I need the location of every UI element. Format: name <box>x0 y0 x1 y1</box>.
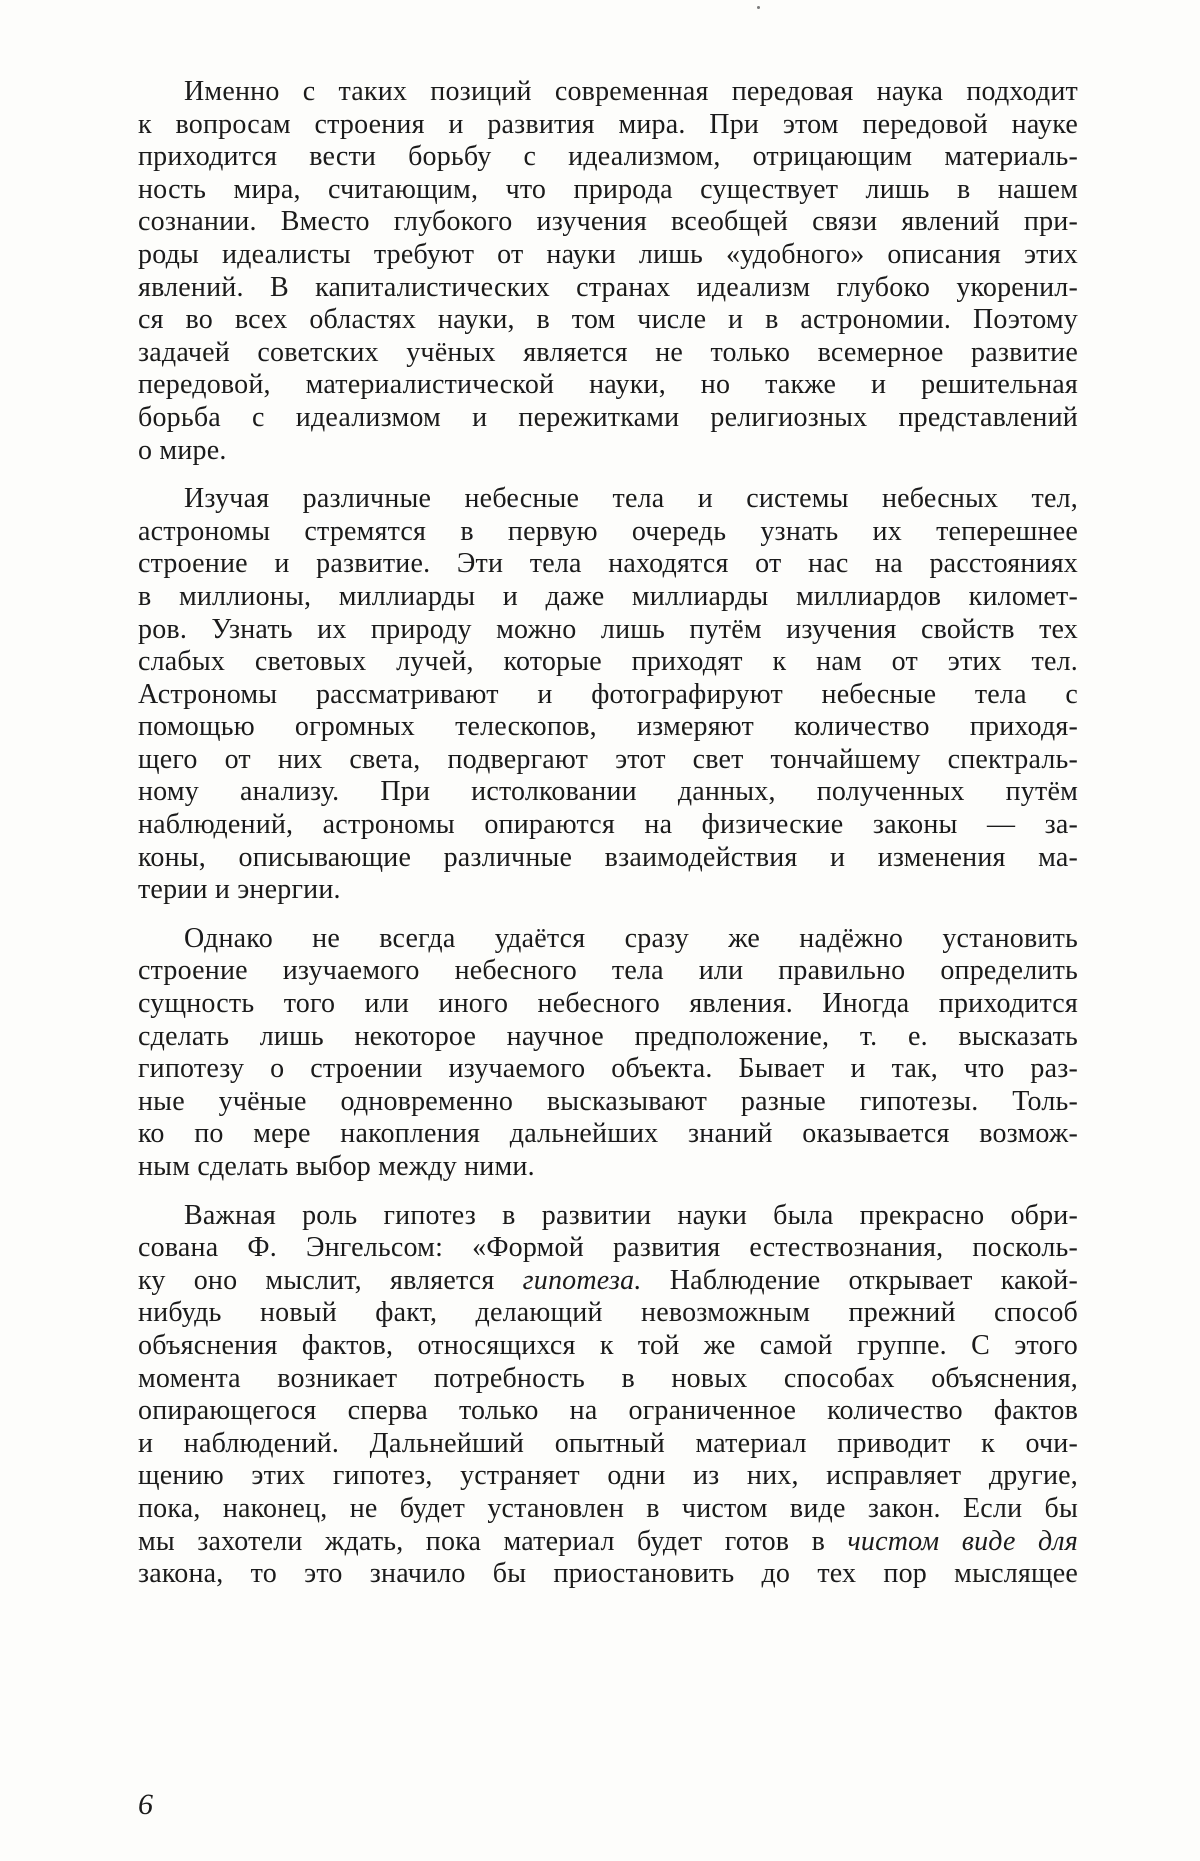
text-line: щего от них света, подвергают этот свет тончайшему спектраль- <box>138 744 1078 777</box>
text-line: Именно с таких позиций современная передовая наука подходит <box>138 76 1078 109</box>
text-line: щению этих гипотез, устраняет одни из них, исправляет другие, <box>138 1460 1078 1493</box>
text-line: гипотезу о строении изучаемого объекта. Бывает и так, что раз- <box>138 1053 1078 1086</box>
text-line: ров. Узнать их природу можно лишь путём изучения свойств тех <box>138 614 1078 647</box>
text-line: ся во всех областях науки, в том числе и в астрономии. Поэтому <box>138 304 1078 337</box>
text-line: закона, то это значило бы приостановить до тех пор мыслящее <box>138 1558 1078 1591</box>
text-line: ным сделать выбор между ними. <box>138 1151 1078 1184</box>
text-line: коны, описывающие различные взаимодействия и изменения ма- <box>138 842 1078 875</box>
text-line: ные учёные одновременно высказывают разные гипотезы. Толь- <box>138 1086 1078 1119</box>
text-line: борьба с идеализмом и пережитками религиозных представлений <box>138 402 1078 435</box>
text-line: наблюдений, астрономы опираются на физические законы — за- <box>138 809 1078 842</box>
text-line: о мире. <box>138 435 1078 468</box>
page-number: 6 <box>138 1788 153 1822</box>
italic-term: чистом виде <box>847 1526 1015 1557</box>
text-line: передовой, материалистической науки, но также и решительная <box>138 369 1078 402</box>
text-line: объяснения фактов, относящихся к той же самой группе. С этого <box>138 1330 1078 1363</box>
book-page <box>0 0 1200 1861</box>
text-line: строение изучаемого небесного тела или правильно определить <box>138 955 1078 988</box>
text-line: ко по мере накопления дальнейших знаний оказывается возмож- <box>138 1118 1078 1151</box>
text-line: мы захотели ждать, пока материал будет готов в чистом виде для <box>138 1526 1078 1559</box>
italic-term: для <box>1038 1526 1078 1557</box>
text-line: строение и развитие. Эти тела находятся от нас на расстояниях <box>138 548 1078 581</box>
text-line: терии и энергии. <box>138 874 1078 907</box>
text-line: слабых световых лучей, которые приходят к нам от этих тел. <box>138 646 1078 679</box>
text-line: Изучая различные небесные тела и системы небесных тел, <box>138 483 1078 516</box>
text-line: в миллионы, миллиарды и даже миллиарды миллиардов километ- <box>138 581 1078 614</box>
text-line: сована Ф. Энгельсом: «Формой развития естествознания, посколь- <box>138 1232 1078 1265</box>
text-line: и наблюдений. Дальнейший опытный материал приводит к очи- <box>138 1428 1078 1461</box>
text-line: задачей советских учёных является не только всемерное развитие <box>138 337 1078 370</box>
text-line: сделать лишь некоторое научное предположение, т. е. высказать <box>138 1021 1078 1054</box>
text-line: к вопросам строения и развития мира. При этом передовой науке <box>138 109 1078 142</box>
text-line: Астрономы рассматривают и фотографируют небесные тела с <box>138 679 1078 712</box>
text-line: Важная роль гипотез в развитии науки была прекрасно обри- <box>138 1200 1078 1233</box>
text-line: пока, наконец, не будет установлен в чистом виде закон. Если бы <box>138 1493 1078 1526</box>
paragraph-4 <box>138 1200 1078 1591</box>
text-line: помощью огромных телескопов, измеряют количество приходя- <box>138 711 1078 744</box>
text-line: опирающегося сперва только на ограниченное количество фактов <box>138 1395 1078 1428</box>
paragraph-1 <box>138 76 1078 467</box>
text-line: астрономы стремятся в первую очередь узнать их теперешнее <box>138 516 1078 549</box>
paragraph-2 <box>138 483 1078 907</box>
text-line: ку оно мыслит, является гипотеза. Наблюдение открывает какой- <box>138 1265 1078 1298</box>
text-line: явлений. В капиталистических странах идеализм глубоко укоренил- <box>138 272 1078 305</box>
text-line: приходится вести борьбу с идеализмом, отрицающим материаль- <box>138 141 1078 174</box>
paragraph-3 <box>138 923 1078 1184</box>
text-line: ному анализу. При истолковании данных, полученных путём <box>138 776 1078 809</box>
text-line: роды идеалисты требуют от науки лишь «удобного» описания этих <box>138 239 1078 272</box>
body-text <box>138 76 1078 1591</box>
text-line: ность мира, считающим, что природа существует лишь в нашем <box>138 174 1078 207</box>
text-line: сущность того или иного небесного явления. Иногда приходится <box>138 988 1078 1021</box>
italic-term: гипотеза. <box>523 1265 642 1296</box>
text-line: нибудь новый факт, делающий невозможным прежний способ <box>138 1297 1078 1330</box>
text-line: момента возникает потребность в новых способах объяснения, <box>138 1363 1078 1396</box>
text-line: Однако не всегда удаётся сразу же надёжно установить <box>138 923 1078 956</box>
text-line: сознании. Вместо глубокого изучения всеобщей связи явлений при- <box>138 206 1078 239</box>
print-speck <box>757 6 760 9</box>
